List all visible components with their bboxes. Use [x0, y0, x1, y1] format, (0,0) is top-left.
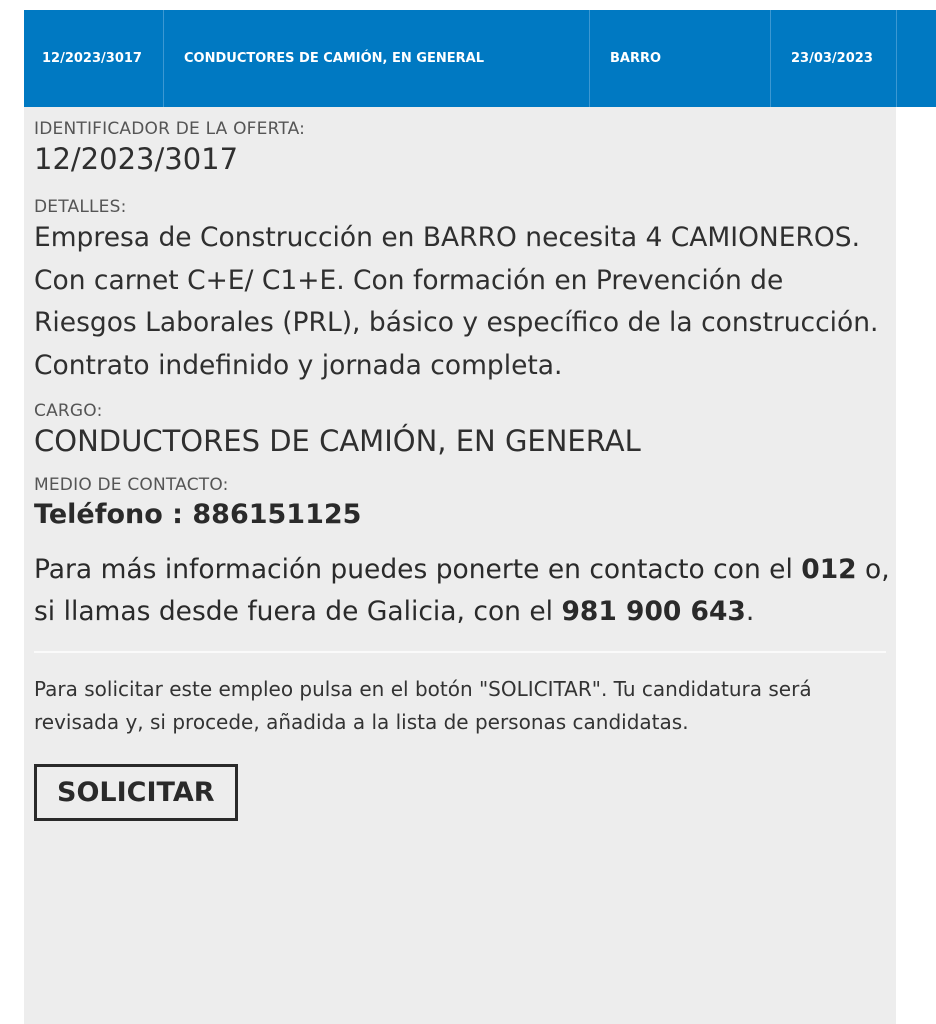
info-text-3: .	[745, 596, 755, 627]
location-cell: BARRO	[590, 10, 771, 107]
more-info-text	[34, 549, 900, 633]
apply-instructions: Para solicitar este empleo pulsa en el botón "SOLICITAR". Tu candidatura será revisada y, si procede, añadida a la lista de personas candidatas.	[34, 677, 812, 734]
date-cell: 23/03/2023	[771, 10, 897, 107]
details-label: DETALLES:	[34, 197, 127, 217]
info-phone-012: 012	[801, 554, 857, 585]
solicitar-button[interactable]: SOLICITAR	[34, 764, 238, 821]
offer-summary-row[interactable]	[24, 10, 936, 107]
position-cell: CONDUCTORES DE CAMIÓN, EN GENERAL	[164, 10, 590, 107]
info-text-2: o, si llamas desde fuera de Galicia, con el	[34, 554, 890, 627]
extra-cell	[897, 10, 936, 107]
details-value: Empresa de Construcción en BARRO necesita 4 CAMIONEROS. Con carnet C+E/ C1+E. Con formación en Prevención de Riesgos Laborales (PRL), básico y específico de la construcción. Contrato indefinido y jornada completa.	[34, 222, 879, 381]
info-phone-galicia: 981 900 643	[561, 596, 746, 627]
info-text-1: Para más información puedes ponerte en contacto con el	[34, 554, 802, 585]
contact-label: MEDIO DE CONTACTO:	[34, 475, 229, 495]
contact-phone: Teléfono : 886151125	[34, 499, 362, 530]
cargo-value: CONDUCTORES DE CAMIÓN, EN GENERAL	[34, 424, 641, 458]
offer-detail-panel	[24, 107, 896, 1024]
cargo-label: CARGO:	[34, 401, 103, 421]
offer-id-cell: 12/2023/3017	[24, 10, 164, 107]
offer-id-label: IDENTIFICADOR DE LA OFERTA:	[34, 119, 306, 139]
offer-id-value: 12/2023/3017	[34, 142, 239, 176]
divider	[34, 651, 886, 653]
